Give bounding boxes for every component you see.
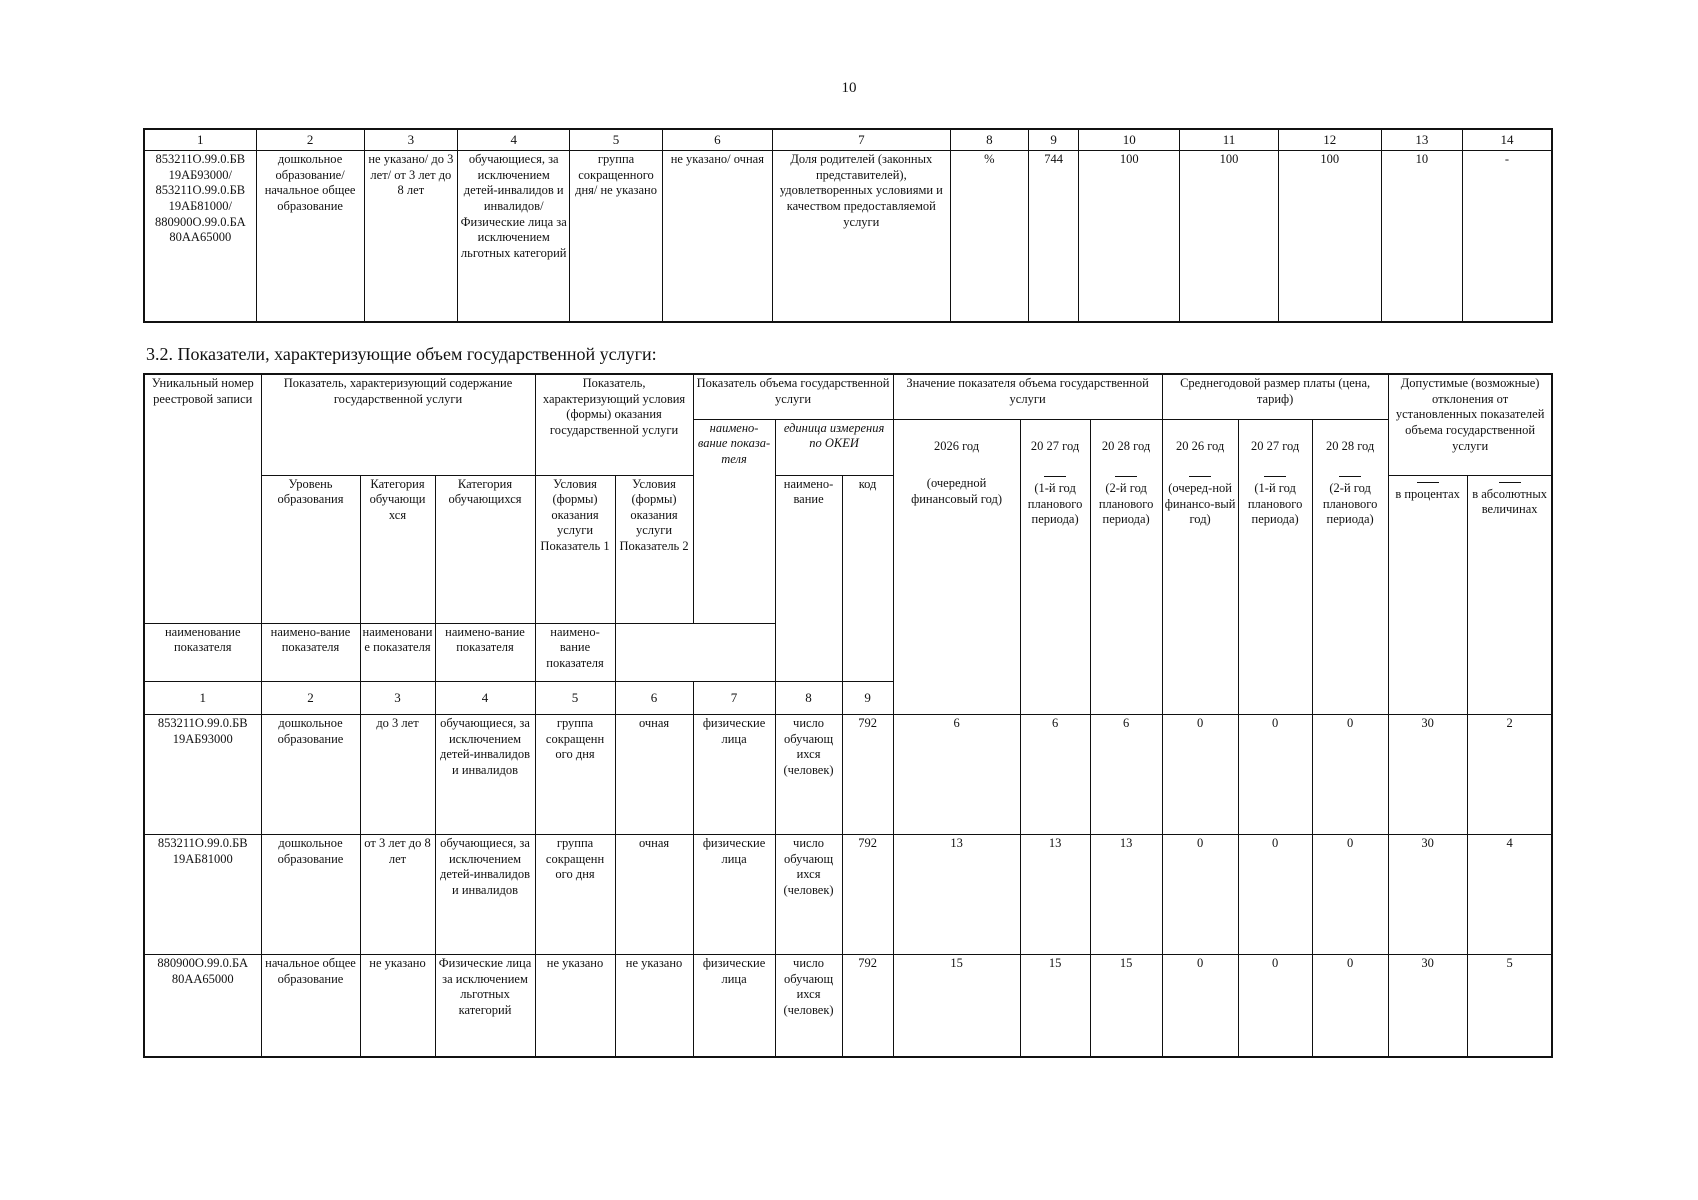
- cell: 13: [893, 835, 1020, 955]
- header-indicator-label: наимено-вание показателя: [261, 623, 360, 681]
- separator-line: [1115, 476, 1137, 477]
- header-year-v1: 2026 год: [893, 419, 1020, 475]
- column-number-row: [144, 129, 1552, 151]
- cell: дошкольное образование: [261, 715, 360, 835]
- header-year-f3: 20 28 год: [1312, 419, 1388, 475]
- cell: 6: [1020, 715, 1090, 835]
- cell: %: [950, 151, 1028, 323]
- header-volume: Показатель объема государственной услуги: [693, 374, 893, 419]
- table-row: [144, 715, 1552, 835]
- header-period-v3: (2-й год планового периода): [1090, 475, 1162, 715]
- cell: 13: [1020, 835, 1090, 955]
- cell: обучающиеся, за исключением детей-инвалидов и инвалидов: [435, 835, 535, 955]
- header-indicator-label: наименование показателя: [360, 623, 435, 681]
- cell: 0: [1238, 835, 1312, 955]
- cell: группа сокращенного дня/ не указано: [570, 151, 663, 323]
- cell: -: [1462, 151, 1552, 323]
- cell: 0: [1162, 715, 1238, 835]
- col-num: 5: [535, 681, 615, 715]
- cell: не указано: [615, 955, 693, 1057]
- cell: 2: [1467, 715, 1552, 835]
- col-num: 13: [1381, 129, 1462, 151]
- cell: Физические лица за исключением льготных категорий: [435, 955, 535, 1057]
- col-num: 7: [772, 129, 950, 151]
- header-indicator-label: наименование показателя: [144, 623, 261, 681]
- table-row: [144, 151, 1552, 323]
- header-year-f2: 20 27 год: [1238, 419, 1312, 475]
- cell: 4: [1467, 835, 1552, 955]
- col-num: 6: [615, 681, 693, 715]
- col-num: 9: [842, 681, 893, 715]
- cell: 30: [1388, 715, 1467, 835]
- header-unit-code: код: [842, 475, 893, 681]
- cell: 15: [1020, 955, 1090, 1057]
- header-year-v2: 20 27 год: [1020, 419, 1090, 475]
- cell: 0: [1162, 835, 1238, 955]
- registry-number: 853211О.99.0.БВ 19АБ81000: [144, 835, 261, 955]
- col-num: 12: [1278, 129, 1381, 151]
- cell: до 3 лет: [360, 715, 435, 835]
- cell: не указано/ очная: [662, 151, 772, 323]
- cell: 0: [1312, 715, 1388, 835]
- separator-line: [1044, 476, 1066, 477]
- header-row: [144, 374, 1552, 419]
- header-conditions: Показатель, характеризующий условия (формы) оказания государственной услуги: [535, 374, 693, 475]
- cell: 30: [1388, 955, 1467, 1057]
- cell: физические лица: [693, 835, 775, 955]
- col-num: 9: [1028, 129, 1078, 151]
- cell: физические лица: [693, 955, 775, 1057]
- cell: 100: [1278, 151, 1381, 323]
- header-content: Показатель, характеризующий содержание государственной услуги: [261, 374, 535, 475]
- registry-number: 880900О.99.0.БА 80АА65000: [144, 955, 261, 1057]
- cell: 0: [1238, 715, 1312, 835]
- volume-indicators-table: [143, 373, 1553, 1058]
- cell: число обучающ ихся (человек): [775, 835, 842, 955]
- col-num: 2: [256, 129, 364, 151]
- cell: 6: [893, 715, 1020, 835]
- header-category-2: Категория обучающихся: [435, 475, 535, 623]
- col-num: 3: [364, 129, 458, 151]
- header-year-v3: 20 28 год: [1090, 419, 1162, 475]
- cell: очная: [615, 835, 693, 955]
- header-period-f3: (2-й год планового периода): [1312, 475, 1388, 715]
- quality-indicators-table: [143, 128, 1553, 323]
- col-num: 1: [144, 681, 261, 715]
- col-num: 1: [144, 129, 256, 151]
- cell: 744: [1028, 151, 1078, 323]
- col-num: 14: [1462, 129, 1552, 151]
- registry-number: 853211О.99.0.БВ 19АБ93000/ 853211О.99.0.БВ 19АБ81000/ 880900О.99.0.БА 80АА65000: [144, 151, 256, 323]
- header-row: [144, 475, 1552, 503]
- header-percent: в процентах: [1388, 475, 1467, 715]
- header-unique-number: Уникальный номер реестровой записи: [144, 374, 261, 623]
- cell: 0: [1162, 955, 1238, 1057]
- cell: группа сокращенн ого дня: [535, 715, 615, 835]
- col-num: 4: [435, 681, 535, 715]
- separator-line: [1339, 476, 1361, 477]
- header-period-f1: (очеред-ной финансо-вый год): [1162, 475, 1238, 715]
- header-level: Уровень образования: [261, 475, 360, 623]
- cell: начальное общее образование: [261, 955, 360, 1057]
- cell: обучающиеся, за исключением детей-инвалидов и инвалидов/ Физические лица за исключением льготных категорий: [458, 151, 570, 323]
- separator-line: [1417, 482, 1439, 483]
- header-fee: Среднегодовой размер платы (цена, тариф): [1162, 374, 1388, 419]
- cell: 15: [893, 955, 1020, 1057]
- table-row: [144, 955, 1552, 1057]
- header-condition-1: Условия (формы) оказания услуги Показатель 1: [535, 475, 615, 623]
- table-row: [144, 835, 1552, 955]
- cell: от 3 лет до 8 лет: [360, 835, 435, 955]
- col-num: 10: [1079, 129, 1180, 151]
- cell: дошкольное образование: [261, 835, 360, 955]
- header-indicator-label: наимено-вание показателя: [435, 623, 535, 681]
- cell: 100: [1079, 151, 1180, 323]
- indicator-name: Доля родителей (законных представителей), удовлетворенных условиями и качеством предоставляемой услуги: [772, 151, 950, 323]
- cell: число обучающ ихся (человек): [775, 715, 842, 835]
- col-num: 11: [1180, 129, 1279, 151]
- header-period-v1: (очередной финансовый год): [893, 475, 1020, 715]
- col-num: 7: [693, 681, 775, 715]
- header-unit-name: наимено-вание: [775, 475, 842, 681]
- cell: 100: [1180, 151, 1279, 323]
- header-category-1: Категория обучающи хся: [360, 475, 435, 623]
- separator-line: [1499, 482, 1521, 483]
- cell: 792: [842, 955, 893, 1057]
- header-indicator-label: наимено-вание показателя: [535, 623, 615, 681]
- header-condition-2: Условия (формы) оказания услуги Показатель 2: [615, 475, 693, 623]
- col-num: 8: [775, 681, 842, 715]
- cell: 5: [1467, 955, 1552, 1057]
- cell: не указано/ до 3 лет/ от 3 лет до 8 лет: [364, 151, 458, 323]
- cell: группа сокращенн ого дня: [535, 835, 615, 955]
- header-year-f1: 20 26 год: [1162, 419, 1238, 475]
- col-num: 4: [458, 129, 570, 151]
- cell: 0: [1312, 835, 1388, 955]
- cell: очная: [615, 715, 693, 835]
- cell: 6: [1090, 715, 1162, 835]
- header-period-f2: (1-й год планового периода): [1238, 475, 1312, 715]
- col-num: 8: [950, 129, 1028, 151]
- separator-line: [1189, 476, 1211, 477]
- col-num: 6: [662, 129, 772, 151]
- col-num: 2: [261, 681, 360, 715]
- cell: 13: [1090, 835, 1162, 955]
- registry-number: 853211О.99.0.БВ 19АБ93000: [144, 715, 261, 835]
- page-number: 10: [841, 80, 857, 96]
- section-title: 3.2. Показатели, характеризующие объем государственной услуги:: [146, 344, 657, 364]
- cell: 792: [842, 715, 893, 835]
- header-absolute: в абсолютных величинах: [1467, 475, 1552, 715]
- cell: число обучающ ихся (человек): [775, 955, 842, 1057]
- cell: 10: [1381, 151, 1462, 323]
- cell: 792: [842, 835, 893, 955]
- header-period-v2: (1-й год планового периода): [1020, 475, 1090, 715]
- cell: дошкольное образование/ начальное общее образование: [256, 151, 364, 323]
- cell: 0: [1312, 955, 1388, 1057]
- cell: 0: [1238, 955, 1312, 1057]
- header-indicator-name: наимено-вание показа-теля: [693, 419, 775, 623]
- cell: 15: [1090, 955, 1162, 1057]
- col-num: 3: [360, 681, 435, 715]
- col-num: 5: [570, 129, 663, 151]
- cell: не указано: [535, 955, 615, 1057]
- cell: физические лица: [693, 715, 775, 835]
- cell: не указано: [360, 955, 435, 1057]
- header-value: Значение показателя объема государственной услуги: [893, 374, 1162, 419]
- header-unit: единица измерения по ОКЕИ: [775, 419, 893, 475]
- cell: 30: [1388, 835, 1467, 955]
- separator-line: [1264, 476, 1286, 477]
- cell: обучающиеся, за исключением детей-инвалидов и инвалидов: [435, 715, 535, 835]
- header-deviations: Допустимые (возможные) отклонения от установленных показателей объема государственной услуги: [1388, 374, 1552, 475]
